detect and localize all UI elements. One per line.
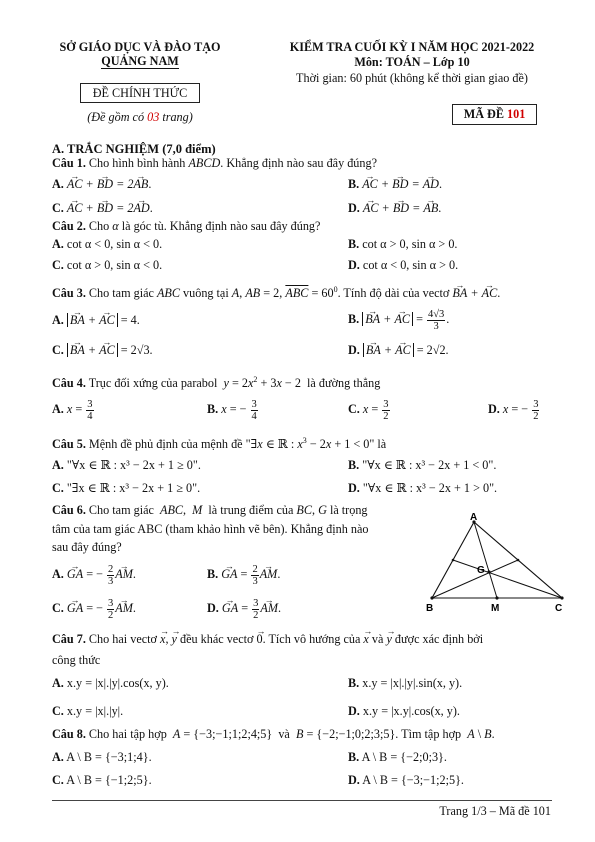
q5-option-b[interactable]: B. "∀x ∈ ℝ : x³ − 2x + 1 < 0". — [348, 458, 497, 472]
q6-option-b[interactable]: B. → GA = $\frac{2}{3}$ → AM. — [207, 560, 280, 588]
question-1: Câu 1. Cho hình bình hành ABCD. Khẳng định nào sau đây đúng? — [52, 156, 377, 170]
pages-count: 03 — [147, 110, 160, 124]
point-c — [560, 596, 563, 599]
question-8: Câu 8. Cho hai tập hợp A = {−3;−1;1;2;4;5} và B = {−2;−1;0;2;3;5}. Tìm tập hợp A \ B. — [52, 727, 495, 741]
label-g: G — [477, 565, 485, 576]
q5-option-c[interactable]: C. "∃x ∈ ℝ : x³ − 2x + 1 ≥ 0". — [52, 481, 201, 495]
org-line2-text: QUẢNG NAM — [101, 54, 179, 68]
point-g — [487, 570, 490, 573]
org-line2 — [40, 54, 240, 69]
q8-c-text: A \ B = {−1;2;5}. — [66, 773, 152, 787]
question-4: Câu 4. Trục đối xứng của parabol $y = 2x^2 + 3x - 2$ là đường thẳng — [52, 375, 381, 391]
label-b: B — [426, 603, 434, 614]
official-badge: ĐỀ CHÍNH THỨC — [80, 83, 200, 103]
q7-label: Câu 7. — [52, 632, 86, 646]
q7-c-text: x.y = |x|.|y|. — [66, 704, 124, 718]
q8-option-b[interactable]: B. A \ B = {−2;0;3}. — [348, 750, 447, 764]
q4-option-c[interactable]: C. x = $\frac{3}{2}$ — [348, 398, 389, 422]
q8-b-text: A \ B = {−2;0;3}. — [361, 750, 447, 764]
exam-code-label: MÃ ĐỀ — [463, 107, 504, 121]
label-c: C — [555, 603, 563, 614]
question-3: Câu 3. Cho tam giác ABC vuông tại A, AB = 2, $\overline{ABC} = 60^0$. Tính độ dài của vectơ → BA + → AC. — [52, 282, 552, 301]
q7-option-b[interactable]: B. x.y = |x|.|y|.sin(x, y). — [348, 676, 463, 690]
q8-option-d[interactable]: D. A \ B = {−3;−1;2;5}. — [348, 773, 464, 787]
pages-note: (Đề gồm có 03 trang) — [87, 110, 193, 124]
q3-option-b[interactable]: B. → BA + → AC = $\frac{4√3}{3}$ . — [348, 306, 449, 332]
q6-option-a[interactable]: A. → GA = − $\frac{2}{3}$ → AM. — [52, 560, 136, 588]
org-line1: SỞ GIÁO DỤC VÀ ĐÀO TẠO — [59, 40, 221, 54]
q2-d-text: cot α < 0, sin α > 0. — [362, 258, 459, 272]
q4-label: Câu 4. — [52, 376, 86, 391]
q3-label: Câu 3. — [52, 286, 86, 301]
q2-option-d[interactable]: D. cot α < 0, sin α > 0. — [348, 258, 459, 272]
question-6: Câu 6. Cho tam giác ABC, M là trung điểm của BC, G là trọng — [52, 503, 368, 517]
q3-option-c[interactable]: C. → BA + → AC = 2√3. — [52, 343, 153, 358]
footer-rule — [52, 800, 552, 801]
question-7-cont: công thức — [52, 653, 101, 667]
q1-option-b[interactable]: B. → AC + → BD = → AD. — [348, 177, 442, 192]
q8-option-c[interactable]: C. A \ B = {−1;2;5}. — [52, 773, 152, 787]
q3-option-a[interactable]: A. → BA + → AC = 4. — [52, 313, 140, 328]
exam-code-value: 101 — [507, 107, 526, 121]
triangle-figure — [420, 512, 580, 616]
triangle-abc — [432, 522, 562, 598]
midpoint-ab — [452, 559, 455, 562]
q1-label: Câu 1. — [52, 156, 86, 170]
q8-option-a[interactable]: A. A \ B = {−3;1;4}. — [52, 750, 152, 764]
q7-option-c[interactable]: C. x.y = |x|.|y|. — [52, 704, 124, 718]
q5-d-text: "∀x ∈ ℝ : x³ − 2x + 1 > 0". — [362, 481, 498, 495]
q2-option-a[interactable]: A. cot α < 0, sin α < 0. — [52, 237, 163, 251]
q5-option-a[interactable]: A. "∀x ∈ ℝ : x³ − 2x + 1 ≥ 0". — [52, 458, 201, 472]
q5-a-text: "∀x ∈ ℝ : x³ − 2x + 1 ≥ 0". — [66, 458, 201, 472]
q5-option-d[interactable]: D. "∀x ∈ ℝ : x³ − 2x + 1 > 0". — [348, 481, 498, 495]
q2-option-c[interactable]: C. cot α > 0, sin α < 0. — [52, 258, 163, 272]
q5-c-text: "∃x ∈ ℝ : x³ − 2x + 1 ≥ 0". — [66, 481, 201, 495]
q5-b-text: "∀x ∈ ℝ : x³ − 2x + 1 < 0". — [362, 458, 497, 472]
q3-option-d[interactable]: D. → BA + → AC = 2√2. — [348, 343, 449, 358]
q8-label: Câu 8. — [52, 727, 86, 741]
q8-d-text: A \ B = {−3;−1;2;5}. — [362, 773, 464, 787]
q1-option-a[interactable]: A. → AC + → BD = 2→ AB. — [52, 177, 151, 192]
q7-b-text: x.y = |x|.|y|.sin(x, y). — [362, 676, 463, 690]
q1-option-d[interactable]: D. → AC + → BD = → AB. — [348, 201, 441, 216]
question-6-cont1: tâm của tam giác ABC (tham khảo hình vẽ bên). Khẳng định nào — [52, 522, 369, 536]
midpoint-ac — [517, 559, 520, 562]
q7-a-text: x.y = |x|.|y|.cos(x, y). — [66, 676, 169, 690]
exam-code-box — [452, 104, 537, 125]
q2-label: Câu 2. — [52, 219, 86, 233]
question-5: Câu 5. Mệnh đề phủ định của mệnh đề "∃x ∈ ℝ : $x^3 - 2x + 1 < 0$" là — [52, 436, 387, 452]
q6-option-d[interactable]: D. → GA = $\frac{3}{2}$ → AM. — [207, 594, 281, 622]
point-b — [430, 596, 433, 599]
q4-option-d[interactable]: D. x = − $\frac{3}{2}$ — [488, 398, 539, 422]
q2-option-b[interactable]: B. cot α > 0, sin α > 0. — [348, 237, 458, 251]
q1-option-c[interactable]: C. → AC + → BD = 2→ AD. — [52, 201, 153, 216]
label-a: A — [470, 512, 478, 523]
q5-label: Câu 5. — [52, 437, 86, 452]
q2-a-text: cot α < 0, sin α < 0. — [66, 237, 163, 251]
median-c — [453, 560, 562, 598]
question-7: Câu 7. Cho hai vectơ → x, → y đều khác vectơ → 0. Tích vô hướng của → x và → y được xác định bởi — [52, 632, 552, 647]
q7-option-a[interactable]: A. x.y = |x|.|y|.cos(x, y). — [52, 676, 169, 690]
q7-d-text: x.y = |x.y|.cos(x, y). — [362, 704, 460, 718]
q4-option-a[interactable]: A. x = $\frac{3}{4}$ — [52, 398, 93, 422]
q6-option-c[interactable]: C. → GA = − $\frac{3}{2}$ → AM. — [52, 594, 136, 622]
q8-a-text: A \ B = {−3;1;4}. — [66, 750, 152, 764]
q2-c-text: cot α > 0, sin α < 0. — [66, 258, 163, 272]
median-am — [474, 522, 497, 598]
label-m: M — [491, 603, 500, 614]
question-6-cont2: sau đây đúng? — [52, 540, 122, 554]
question-2: Câu 2. Cho α là góc tù. Khẳng định nào sau đây đúng? — [52, 219, 321, 233]
q7-option-d[interactable]: D. x.y = |x.y|.cos(x, y). — [348, 704, 460, 718]
exam-time: Thời gian: 60 phút (không kể thời gian giao đề) — [296, 71, 528, 85]
page-footer: Trang 1/3 – Mã đề 101 — [439, 804, 551, 818]
exam-title: KIỂM TRA CUỐI KỲ I NĂM HỌC 2021-2022 — [289, 40, 535, 54]
point-m — [495, 596, 498, 599]
median-b — [432, 560, 518, 598]
q6-label: Câu 6. — [52, 503, 86, 517]
q4-option-b[interactable]: B. x = − $\frac{3}{4}$ — [207, 398, 257, 422]
exam-subject: Môn: TOÁN – Lớp 10 — [354, 55, 470, 69]
q2-b-text: cot α > 0, sin α > 0. — [362, 237, 458, 251]
section-a-title: A. TRẮC NGHIỆM (7,0 điểm) — [52, 142, 216, 156]
